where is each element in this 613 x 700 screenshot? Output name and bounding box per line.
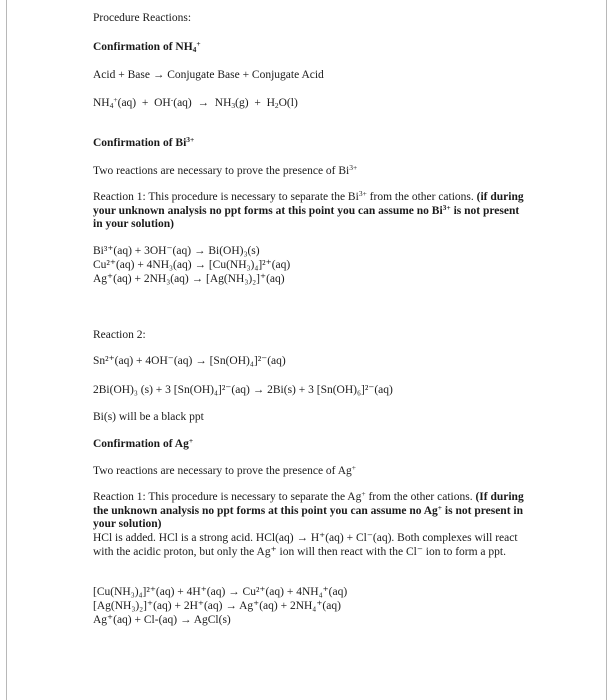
document-page xyxy=(6,0,607,700)
bi-equation-1: Bi³⁺(aq) + 3OH⁻(aq) → Bi(OH)₃(s) xyxy=(93,245,260,257)
nh4-equation: $NH_4^+(aq) + OH^-(aq) \to NH_3(g) + H_2O(l)$ xyxy=(93,95,298,110)
ag-equation-1: [Cu(NH₃)₄]²⁺(aq) + 4H⁺(aq) → Cu²⁺(aq) + 4NH₄⁺(aq) xyxy=(93,586,348,598)
bi-equation-2: Cu²⁺(aq) + 4NH₃(aq) → [Cu(NH₃)₄]²⁺(aq) xyxy=(93,259,291,271)
bi-black-ppt-note: Bi(s) will be a black ppt xyxy=(93,411,204,423)
ag-reaction1-paragraph: Reaction 1: This procedure is necessary to separate the Ag+ from the other cations. (If during the unknown analysis no ppt forms at this point you can assume no Ag+ is not present in your solution) xyxy=(93,489,524,530)
bi-equation-3: Ag⁺(aq) + 2NH₃(aq) → [Ag(NH₃)₂]⁺(aq) xyxy=(93,273,285,285)
procedure-heading: Procedure Reactions: xyxy=(93,12,192,24)
nh4-general-reaction: Acid + Base → Conjugate Base + Conjugate Acid xyxy=(93,69,324,81)
bi-reaction2-label: Reaction 2: xyxy=(93,329,146,341)
bi-equation-5: 2Bi(OH)₃ (s) + 3 [Sn(OH)₄]²⁻(aq) → 2Bi(s) + 3 [Sn(OH)₆]²⁻(aq) xyxy=(93,384,393,396)
bi-intro: Two reactions are necessary to prove the presence of $Bi^{3+}$ xyxy=(93,163,358,177)
ag-hcl-paragraph: HCl is added. HCl is a strong acid. HCl(aq) → H⁺(aq) + Cl⁻(aq). Both complexes will react with the acidic proton, but only the Ag⁺ ion will then react with the Cl⁻ ion to form a ppt. xyxy=(93,532,518,558)
ag-section-title: Confirmation of Ag+ xyxy=(93,436,194,450)
bi-section-title: Confirmation of $Bi^{3+}$ xyxy=(93,135,195,149)
ag-intro: Two reactions are necessary to prove the presence of Ag+ xyxy=(93,463,357,477)
bi-equation-4: Sn²⁺(aq) + 4OH⁻(aq) → [Sn(OH)₄]²⁻(aq) xyxy=(93,355,286,367)
bi-reaction1-paragraph: Reaction 1: This procedure is necessary to separate the $Bi^{3+}$ from the other cations. (if during your unknown analysis no ppt forms at this point you can assume no $Bi^{3+}$ is not present in your solution) xyxy=(93,189,524,230)
ag-equation-3: Ag⁺(aq) + Cl-(aq) → AgCl(s) xyxy=(93,614,231,626)
nh4-section-title: Confirmation of $NH_4^+$ xyxy=(93,39,201,54)
ag-equation-2: [Ag(NH₃)₂]⁺(aq) + 2H⁺(aq) → Ag⁺(aq) + 2NH₄⁺(aq) xyxy=(93,600,341,612)
